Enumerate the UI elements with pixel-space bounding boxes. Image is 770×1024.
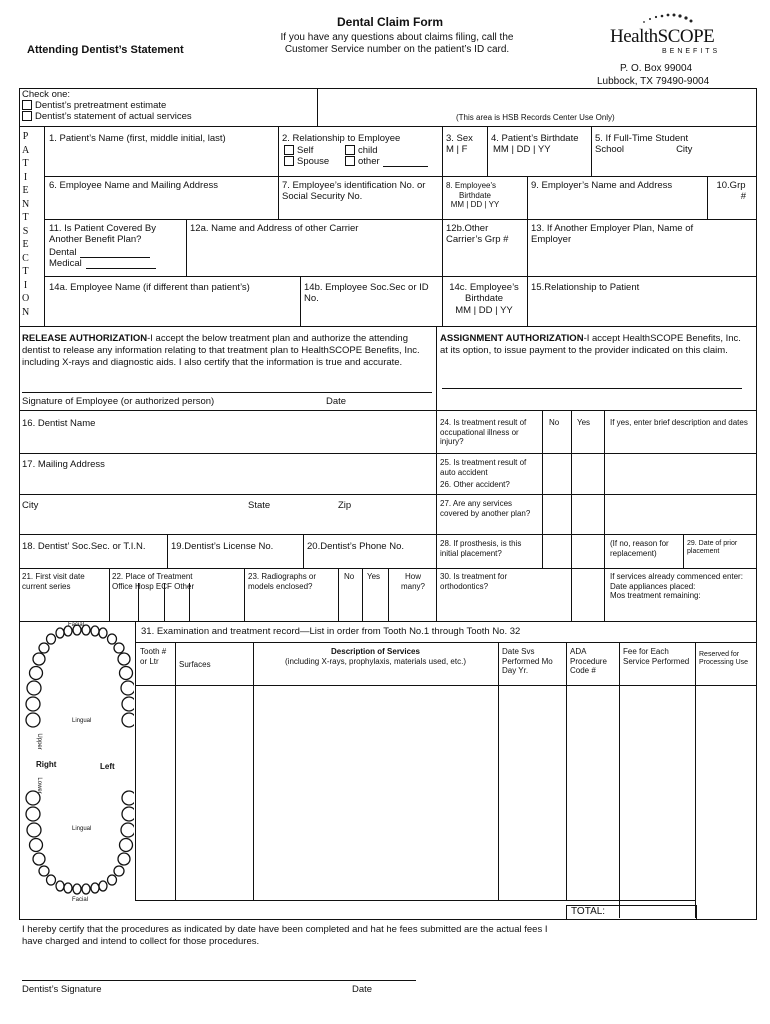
relationship-other[interactable]: other: [345, 156, 428, 167]
group-number-field[interactable]: 10.Grp #: [716, 180, 746, 203]
chart-upper: Upper: [35, 733, 42, 750]
actual-services-label: Dentist’s statement of actual services: [35, 111, 192, 122]
other-carrier-field[interactable]: 12a. Name and Address of other Carrier: [190, 223, 359, 234]
question-29[interactable]: 29. Date of prior placement: [687, 540, 738, 556]
employee-ssn-alt-field[interactable]: 14b. Employee Soc.Sec or ID No.: [304, 282, 429, 305]
col-reserved: Reserved for Processing Use: [699, 651, 749, 667]
question-30: 30. Is treatment for orthodontics?: [440, 572, 508, 591]
child-checkbox[interactable]: [345, 145, 355, 155]
chart-facial-bottom: Facial: [72, 897, 89, 903]
actual-services-option[interactable]: [22, 111, 192, 122]
spouse-checkbox[interactable]: [284, 156, 294, 166]
chart-right: Right: [36, 760, 57, 769]
dentist-tin-field[interactable]: 18. Dentist’ Soc.Sec. or T.I.N.: [22, 541, 146, 552]
student-field[interactable]: 5. If Full-Time Student School City: [595, 133, 693, 156]
question-26: 26. Other accident?: [440, 480, 510, 489]
chart-lower: Lower: [35, 777, 42, 794]
dentist-name-field[interactable]: 16. Dentist Name: [22, 418, 96, 429]
patient-birthdate-field[interactable]: 4. Patient’s Birthdate MM | DD | YY: [491, 133, 579, 156]
relationship-label: 2. Relationship to Employee: [282, 133, 401, 144]
release-authorization: RELEASE AUTHORIZATION-I accept the below treatment plan and authorize the attending dentist to release any information relating to that treatment plan to HealthSCOPE Benefits, Inc. including X-rays and diagnostic aids. I also certify that the information is true and accurate.: [22, 333, 420, 368]
place-of-treatment-field[interactable]: 22. Place of Treatment Office Hosp ECF Other: [112, 572, 195, 591]
logo-health: Health: [610, 26, 658, 47]
question-28-reason[interactable]: (If no, reason for replacement): [610, 539, 669, 558]
total-label: TOTAL:: [571, 906, 606, 917]
dentist-signature-date[interactable]: Date: [352, 984, 373, 995]
relationship-self[interactable]: Self: [284, 145, 313, 156]
pretreatment-checkbox[interactable]: [22, 100, 32, 110]
record-title: 31. Examination and treatment record—List in order from Tooth No.1 through Tooth No. 32: [141, 626, 521, 637]
other-checkbox[interactable]: [345, 156, 355, 166]
self-checkbox[interactable]: [284, 145, 294, 155]
employee-birthdate-alt-field[interactable]: 14c. Employee’s Birthdate MM | DD | YY: [449, 282, 519, 316]
relationship-spouse[interactable]: Spouse: [284, 156, 329, 167]
employer-name-field[interactable]: 9. Employer’s Name and Address: [531, 180, 673, 191]
address-line-2: Lubbock, TX 79490-9004: [597, 76, 710, 87]
question-30-info[interactable]: If services already commenced enter: Date appliances placed: Mos treatment remaining:: [610, 572, 743, 601]
healthscope-logo: [610, 8, 730, 58]
check-one-label: Check one:: [22, 89, 71, 100]
form-subtitle: Attending Dentist’s Statement: [27, 44, 184, 56]
logo-benefits: BENEFITS: [662, 48, 721, 55]
question-28: 28. If prosthesis, is this initial placement?: [440, 539, 522, 558]
assignment-authorization: ASSIGNMENT AUTHORIZATION-I accept HealthSCOPE Benefits, Inc. at its option, to issue payment to the provider indicated on this claim.: [440, 333, 741, 356]
pretreatment-option[interactable]: [22, 100, 166, 111]
employee-birthdate-field[interactable]: 8. Employee's Birthdate MM | DD | YY: [446, 181, 500, 210]
radiographs-field[interactable]: 23. Radiographs or models enclosed?: [248, 572, 317, 591]
zip-field[interactable]: Zip: [338, 500, 352, 511]
patient-name-field[interactable]: 1. Patient’s Name (first, middle initial, last): [49, 133, 226, 144]
city-field[interactable]: City: [22, 500, 39, 511]
col-fee: Fee for Each Service Performed: [623, 647, 690, 666]
col-description-sub: (including X-rays, prophylaxis, materials used, etc.): [285, 657, 466, 666]
question-24-yes[interactable]: Yes: [577, 418, 591, 427]
employee-signature-field[interactable]: Signature of Employee (or authorized person): [22, 396, 215, 407]
other-plan-question: 11. Is Patient Covered By Another Benefit Plan?: [49, 223, 157, 246]
col-date: Date Svs Performed Mo Day Yr.: [502, 647, 553, 676]
other-carrier-group-field[interactable]: 12b.Other Carrier’s Grp #: [446, 223, 509, 246]
relationship-to-patient-field[interactable]: 15.Relationship to Patient: [531, 282, 640, 293]
address-line-1: P. O. Box 99004: [620, 63, 693, 74]
employee-name-alt-field[interactable]: 14a. Employee Name (if different than patient’s): [49, 282, 250, 293]
radiographs-yes[interactable]: Yes: [367, 572, 381, 581]
employee-id-field[interactable]: 7. Employee’s identification No. or Social Security No.: [282, 180, 426, 203]
dental-coverage-field[interactable]: Dental: [49, 247, 150, 258]
employee-name-address-field[interactable]: 6. Employee Name and Mailing Address: [49, 180, 218, 191]
col-surfaces: Surfaces: [179, 660, 211, 669]
help-line-2: Customer Service number on the patient’s ID card.: [284, 44, 510, 55]
records-note: (This area is HSB Records Center Use Only): [456, 113, 615, 122]
help-line-1: If you have any questions about claims filing, call the: [280, 32, 514, 43]
mailing-address-field[interactable]: 17. Mailing Address: [22, 459, 105, 470]
relationship-child[interactable]: child: [345, 145, 378, 156]
pretreatment-label: Dentist’s pretreatment estimate: [35, 100, 167, 111]
chart-lingual-upper: Lingual: [72, 718, 92, 724]
question-24-description[interactable]: If yes, enter brief description and dates: [610, 418, 748, 427]
dentist-phone-field[interactable]: 20.Dentist’s Phone No.: [307, 541, 404, 552]
logo-wordmark: [610, 26, 714, 49]
question-25: 25. Is treatment result of auto accident: [440, 458, 527, 477]
other-employer-field[interactable]: 13. If Another Employer Plan, Name of Employer: [531, 223, 694, 246]
col-ada: ADA Procedure Code #: [570, 647, 607, 676]
col-tooth: Tooth # or Ltr: [140, 647, 167, 666]
question-24: 24. Is treatment result of occupational illness or injury?: [440, 418, 527, 447]
first-visit-field[interactable]: 21. First visit date current series: [22, 572, 85, 591]
state-field[interactable]: State: [248, 500, 271, 511]
employee-signature-date[interactable]: Date: [326, 396, 347, 407]
question-27: 27. Are any services covered by another plan?: [440, 499, 531, 518]
medical-coverage-field[interactable]: Medical: [49, 258, 156, 269]
col-description-title: Description of Services: [331, 647, 420, 656]
radiographs-no[interactable]: No: [344, 572, 355, 581]
question-24-no[interactable]: No: [549, 418, 560, 427]
sex-field[interactable]: 3. Sex M | F: [446, 133, 473, 156]
logo-scope: SCOPE: [657, 26, 715, 47]
chart-left: Left: [100, 762, 115, 771]
radiographs-how-many[interactable]: How many?: [400, 572, 425, 591]
actual-services-checkbox[interactable]: [22, 111, 32, 121]
chart-lingual-lower: Lingual: [72, 826, 92, 832]
chart-facial-top: Facial: [68, 622, 85, 628]
dentist-signature-field[interactable]: Dentist’s Signature: [22, 984, 102, 995]
form-title: Dental Claim Form: [337, 15, 444, 29]
certification-text: I hereby certify that the procedures as indicated by date have been completed and hat he fees submitted are the actual fees I have charged and intend to collect for those procedures.: [22, 924, 548, 948]
patient-section-label: PATIENT SECTION: [22, 131, 30, 318]
dentist-license-field[interactable]: 19.Dentist’s License No.: [171, 541, 274, 552]
